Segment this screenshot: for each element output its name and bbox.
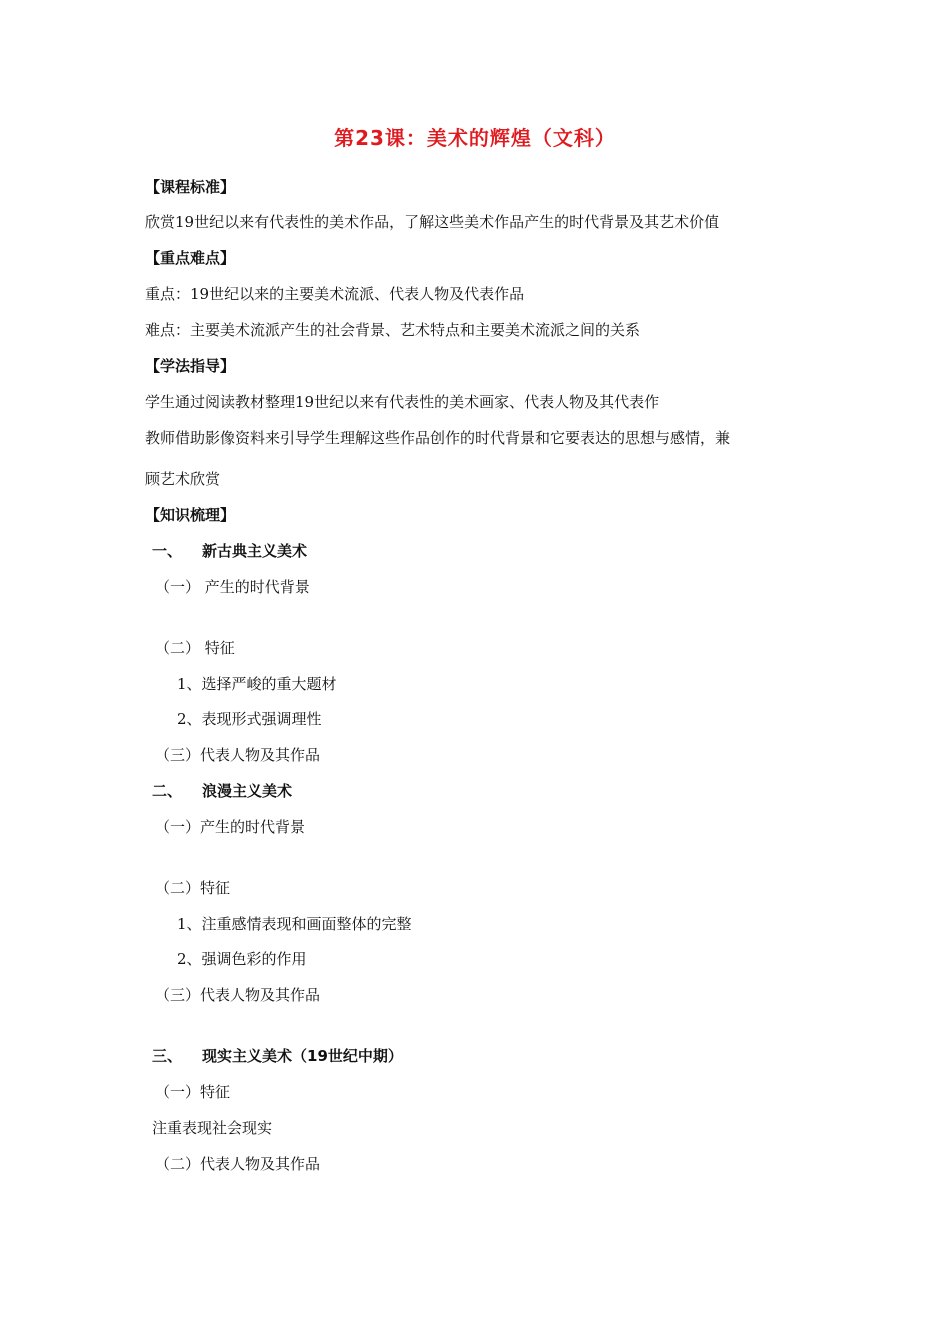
list-item: 1、选择严峻的重大题材: [177, 675, 337, 693]
section-title: 现实主义美术（19世纪中期）: [202, 1047, 403, 1065]
guidance-line-1: 学生通过阅读教材整理19世纪以来有代表性的美术画家、代表人物及其代表作: [145, 393, 660, 411]
guidance-heading: 【学法指导】: [145, 357, 236, 375]
list-item: （二）代表人物及其作品: [155, 1155, 321, 1173]
guidance-line-3: 顾艺术欣赏: [145, 470, 221, 488]
section-heading: [152, 1046, 403, 1066]
list-item: （一） 产生的时代背景: [155, 578, 310, 596]
guidance-line-2: 教师借助影像资料来引导学生理解这些作品创作的时代背景和它要表达的思想与感情，兼: [145, 429, 731, 447]
section-number: 二、: [152, 782, 183, 800]
section-heading: [152, 781, 292, 801]
curriculum-text: 欣赏19世纪以来有代表性的美术作品，了解这些美术作品产生的时代背景及其艺术价值: [145, 213, 720, 231]
difficulty-text: 难点：主要美术流派产生的社会背景、艺术特点和主要美术流派之间的关系: [145, 321, 641, 339]
section-number: 一、: [152, 542, 183, 560]
list-item: （一）产生的时代背景: [155, 818, 306, 836]
page-title: 第23课：美术的辉煌（文科）: [334, 126, 616, 150]
list-item: （一）特征: [155, 1083, 231, 1101]
section-title: 浪漫主义美术: [202, 782, 293, 800]
curriculum-heading: 【课程标准】: [145, 178, 236, 196]
list-item: 注重表现社会现实: [152, 1119, 273, 1137]
knowledge-heading: 【知识梳理】: [145, 506, 236, 524]
list-item: （二） 特征: [155, 639, 235, 657]
key-points-heading: 【重点难点】: [145, 249, 236, 267]
list-item: （三）代表人物及其作品: [155, 746, 321, 764]
list-item: （二）特征: [155, 879, 231, 897]
section-heading: [152, 541, 307, 561]
section-title: 新古典主义美术: [202, 542, 308, 560]
focus-text: 重点：19世纪以来的主要美术流派、代表人物及代表作品: [145, 285, 525, 303]
list-item: 2、表现形式强调理性: [177, 710, 322, 728]
section-number: 三、: [152, 1047, 183, 1065]
list-item: （三）代表人物及其作品: [155, 986, 321, 1004]
list-item: 2、强调色彩的作用: [177, 950, 307, 968]
list-item: 1、注重感情表现和画面整体的完整: [177, 915, 412, 933]
